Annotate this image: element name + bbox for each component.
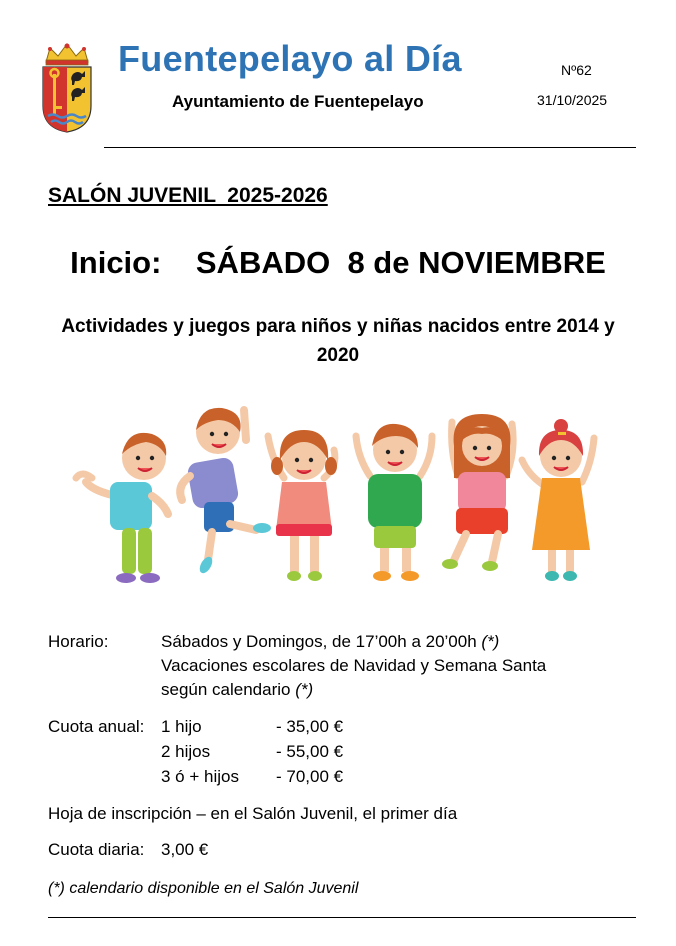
section-title: SALÓN JUVENIL 2025-2026 bbox=[48, 184, 328, 207]
header-divider bbox=[104, 147, 636, 148]
fee-amount: - 55,00 € bbox=[276, 742, 344, 761]
start-date-headline: Inicio: SÁBADO 8 de NOVIEMBRE bbox=[70, 245, 606, 280]
annual-fee-label: Cuota anual: bbox=[48, 717, 145, 736]
annual-fee-block bbox=[48, 715, 608, 789]
footer-divider bbox=[48, 917, 636, 918]
daily-fee-block bbox=[48, 838, 348, 862]
registration-info: Hoja de inscripción – en el Salón Juvenil, el primer día bbox=[48, 804, 458, 823]
daily-fee-label: Cuota diaria: bbox=[48, 840, 145, 859]
schedule-block bbox=[48, 630, 608, 702]
issue-date: 31/10/2025 bbox=[537, 92, 608, 108]
coat-of-arms-icon bbox=[40, 40, 94, 134]
child-figure bbox=[522, 419, 594, 581]
schedule-text: según calendario bbox=[161, 680, 296, 699]
child-figure bbox=[76, 433, 168, 583]
child-figure bbox=[268, 430, 337, 581]
child-figure bbox=[180, 408, 271, 575]
newsletter-title: Fuentepelayo al Día bbox=[118, 38, 462, 79]
activities-intro: Actividades y juegos para niños y niñas nacidos entre 2014 y 2020 bbox=[61, 316, 615, 366]
child-figure bbox=[442, 414, 513, 571]
schedule-line-1 bbox=[161, 630, 499, 654]
children-illustration bbox=[72, 400, 612, 600]
daily-fee-value: 3,00 € bbox=[161, 840, 209, 859]
fee-amount: - 70,00 € bbox=[276, 767, 344, 786]
issue-number: Nº62 bbox=[561, 62, 592, 78]
fee-option: 3 ó + hijos bbox=[161, 767, 239, 786]
schedule-note: (*) bbox=[295, 680, 314, 699]
footnote: (*) calendario disponible en el Salón Juvenil bbox=[48, 880, 359, 897]
newsletter-subtitle: Ayuntamiento de Fuentepelayo bbox=[172, 92, 424, 111]
fee-option: 2 hijos bbox=[161, 742, 211, 761]
schedule-note: (*) bbox=[481, 632, 500, 651]
child-figure bbox=[356, 424, 432, 581]
schedule-text: Sábados y Domingos, de 17’00h a 20’00h bbox=[161, 632, 482, 651]
schedule-line-3 bbox=[161, 678, 313, 702]
fee-option: 1 hijo bbox=[161, 717, 202, 736]
fee-amount: - 35,00 € bbox=[276, 717, 344, 736]
schedule-line-2: Vacaciones escolares de Navidad y Semana Santa bbox=[161, 656, 547, 675]
schedule-label: Horario: bbox=[48, 632, 109, 651]
